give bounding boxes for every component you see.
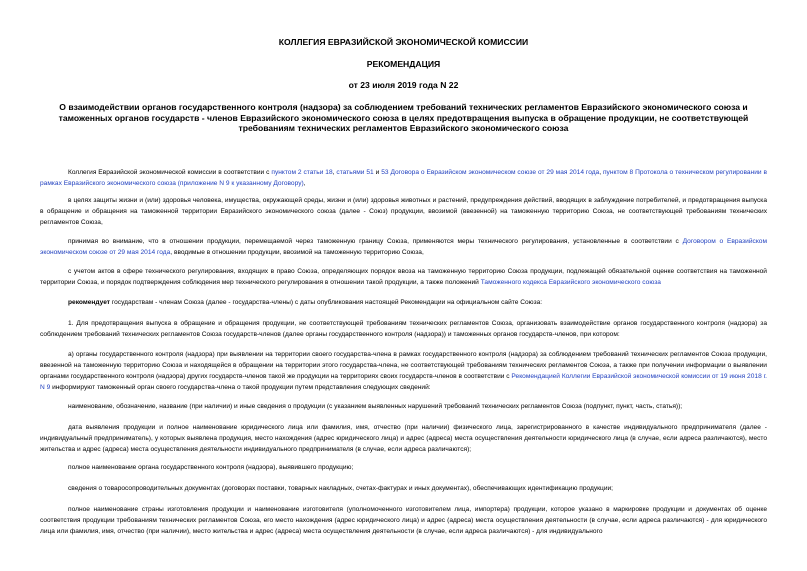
title-line: таможенных органов государств - членов Евразийского экономического союза в целях предотвращения выпуска в обращение продукции, не соответствующей: [58, 112, 749, 123]
title-line: О взаимодействии органов государственного контроля (надзора) за соблюдением требований технических регламентов Евразийского экономического союза и: [59, 102, 748, 112]
paragraph-purpose: в целях защиты жизни и (или) здоровья человека, имущества, окружающей среды, жизни и (или) здоровья животных и растений, предупреждения действий, вводящих в заблуждение потребителей, и предотвращения выпуска в обращение и обращения на таможенной территории Евразийского экономического союза (далее - Союз) продукции, ввозимой (ввезенной) на таможенную территорию Союза, не соответствующей требованиям технических регламентов Союза,: [40, 197, 767, 226]
link-article-51[interactable]: статьями 51: [336, 169, 374, 176]
paragraph-item-1a: а) органы государственного контроля (надзора) при выявлении на территории своего государства-члена в рамках государственного контроля (надзора) за соблюдением требований технических регламентов Союза продукции, ввезенной на таможенную территорию Союза и находящейся в обращении на территории этого государства-члена, не соответствующей требованиям технических регламентов Союза, а также при получении информации о выявлении органами государственного контроля (надзора) других государств-членов такой же продукции на территориях своих государств-членов в соответствии с Рекомендацией Коллегии Евразийской экономической комиссии от 19 июня 2018 г. N 9 информируют таможенный орган своего государства-члена о такой продукции путем представления следующих сведений:: [40, 351, 767, 391]
doc-title: [40, 102, 767, 134]
link-treaty[interactable]: Договором о Евразийском экономическом союзе от 29 мая 2014 года: [40, 238, 767, 256]
paragraph-preamble: Коллегия Евразийской экономической комиссии в соответствии с пунктом 2 статьи 18, статьями 51 и 53 Договора о Евразийском экономическом союзе от 29 мая 2014 года, пунктом 8 Протокола о техническом регулировании в рамках Евразийского экономического союза (приложение N 9 к указанному Договору),: [40, 169, 767, 187]
paragraph-acts: с учетом актов в сфере технического регулирования, входящих в право Союза, определяющих порядок ввоза на таможенную территорию Союза продукции, подлежащей обязательной оценке соответствия на таможенной территории Союза, и порядок подтверждения соблюдения мер технического регулирования в отношении такой продукции, а также положений Таможенного кодекса Евразийского экономического союза: [40, 268, 767, 286]
link-recommendation-9[interactable]: Рекомендацией Коллегии Евразийской экономической комиссии от 19 июня 2018 г. N 9: [40, 372, 767, 391]
link-treaty-article-53[interactable]: 53 Договора о Евразийском экономическом союзе от 29 мая 2014 года: [381, 169, 600, 176]
title-line: требованиям технических регламентов Евразийского экономического союза: [238, 123, 569, 133]
paragraph-detection-date: дата выявления продукции и полное наименование юридического лица или фамилия, имя, отчество (при наличии) физического лица, зарегистрированного в качестве индивидуального предпринимателя (далее - индивидуальный предприниматель), у которых выявлена продукция, место нахождения (адрес юридического лица) и адрес (адреса) места осуществления деятельности юридического лица (в случае, если адреса различаются), место жительства и адрес (адреса) места осуществления деятельности индивидуального предпринимателя (в случае, если адреса различаются);: [40, 424, 767, 453]
link-customs-code[interactable]: Таможенного кодекса Евразийского экономического союза: [480, 278, 661, 286]
paragraph-shipping-docs: сведения о товаросопроводительных документах (договорах поставки, товарных накладных, счетах-фактурах и иных документах), обеспечивающих идентификацию продукции;: [68, 485, 614, 492]
paragraph-recommends: рекомендует государствам - членам Союза (далее - государства-члены) с даты опубликования настоящей Рекомендации на официальном сайте Союза:: [68, 299, 543, 306]
paragraph-manufacturer: полное наименование страны изготовления продукции и наименование изготовителя (уполномоченного изготовителем лица, импортера) продукции, которое указано в маркировке продукции и документах об оценке соответствия продукции требованиям технических регламентов Союза, его место нахождения (адрес юридического лица) и адрес (адреса) места осуществления деятельности (в случае, если адреса различаются) - для юридического лица или фамилия, имя, отчество (при наличии), место жительства и адрес (адреса) места осуществления деятельности (в случае, если адреса различаются) - для индивидуального: [40, 506, 767, 535]
paragraph-considering: принимая во внимание, что в отношении продукции, перемещаемой через таможенную границу Союза, применяются меры технического регулирования, установленные в соответствии с Договором о Евразийском экономическом союзе от 29 мая 2014 года, вводимые в отношении продукции, ввозимой на таможенную территорию Союза,: [40, 238, 767, 256]
link-article-18[interactable]: пунктом 2 статьи 18: [271, 169, 333, 176]
paragraph-product-info: наименование, обозначение, название (при наличии) и иные сведения о продукции (с указанием выявленных нарушений требований технических регламентов Союза (подпункт, пункт, часть, статья));: [68, 403, 683, 410]
paragraph-item-1: 1. Для предотвращения выпуска в обращение и обращения продукции, не соответствующей требованиям технических регламентов Союза, организовать взаимодействие органов государственного контроля (надзора) за соблюдением требований технических регламентов Союза государств-членов (далее органы государственного контроля (надзора)) и таможенных органов государств-членов, при котором:: [40, 320, 767, 338]
doc-date: от 23 июля 2019 года N 22: [348, 80, 459, 90]
org-name: КОЛЛЕГИЯ ЕВРАЗИЙСКОЙ ЭКОНОМИЧЕСКОЙ КОМИССИИ: [278, 37, 529, 47]
paragraph-authority-name: полное наименование органа государственного контроля (надзора), выявившего продукцию;: [68, 464, 354, 471]
doc-type: РЕКОМЕНДАЦИЯ: [366, 59, 441, 69]
link-protocol-item-8[interactable]: пунктом 8 Протокола о техническом регулировании в рамках Евразийского экономического союза (приложение N 9 к указанному Договору): [40, 169, 767, 187]
